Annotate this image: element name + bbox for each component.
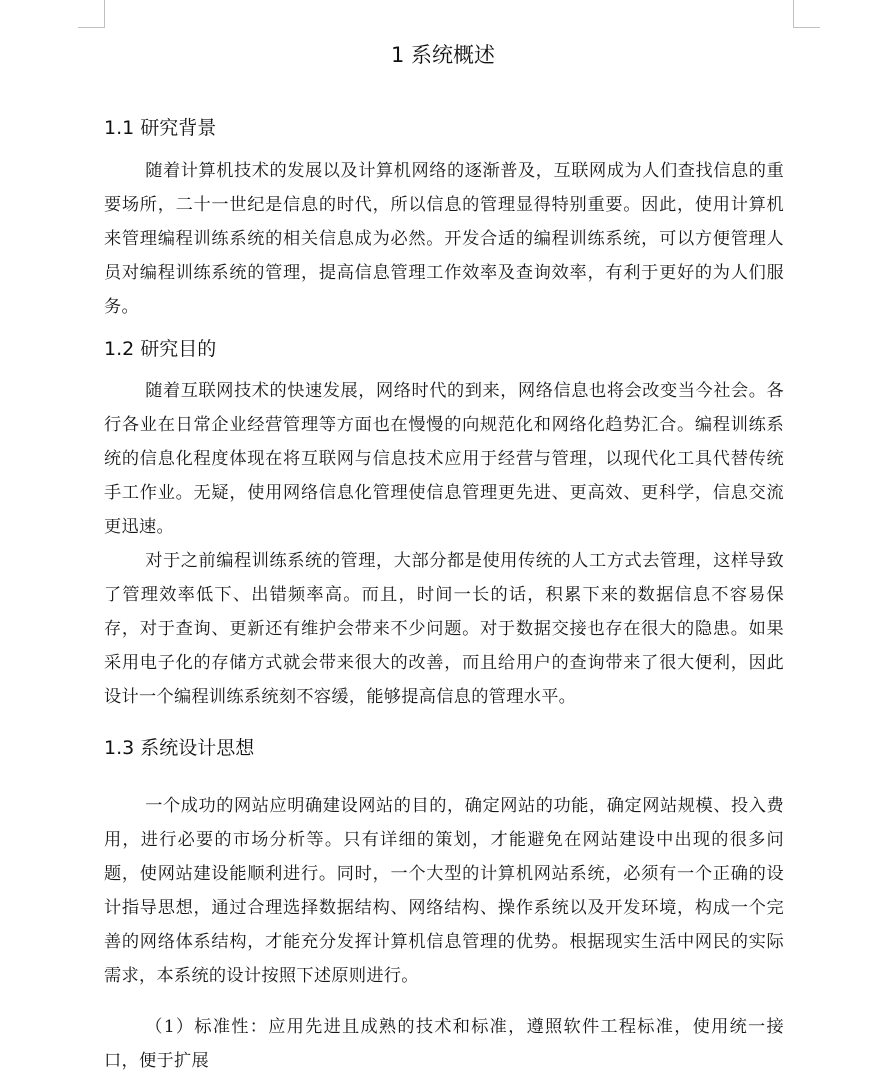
page-corner-mark-top-left: [78, 0, 105, 28]
section-heading-background: 1.1 研究背景: [104, 117, 217, 139]
paragraph-purpose-2: 对于之前编程训练系统的管理，大部分都是使用传统的人工方式去管理，这样导致了管理效率低下、出错频率高。而且，时间一长的话，积累下来的数据信息不容易保存，对于查询、更新还有维护会带来不少问题。对于数据交接也存在很大的隐患。如果采用电子化的存储方式就会带来很大的改善，而且给用户的查询带来了很大便利，因此设计一个编程训练系统刻不容缓，能够提高信息的管理水平。: [104, 551, 784, 707]
paragraph-design: 一个成功的网站应明确建设网站的目的，确定网站的功能，确定网站规模、投入费用，进行必要的市场分析等。只有详细的策划，才能避免在网站建设中出现的很多问题，使网站建设能顺利进行。同时，一个大型的计算机网站系统，必须有一个正确的设计指导思想，通过合理选择数据结构、网络结构、操作系统以及开发环境，构成一个完善的网络体系结构，才能充分发挥计算机信息管理的优势。根据现实生活中网民的实际需求，本系统的设计按照下述原则进行。: [104, 796, 784, 986]
section-heading-purpose: 1.2 研究目的: [104, 338, 217, 360]
truncated-paragraph: [104, 1000, 784, 1071]
chapter-title: 1 系统概述: [390, 43, 496, 67]
section-heading-design: 1.3 系统设计思想: [104, 737, 255, 759]
truncated-line-text: （1）标准性：应用先进且成熟的技术和标准，遵照软件工程标准，使用统一接口，便于扩展: [104, 1017, 784, 1071]
paragraph-background: 随着计算机技术的发展以及计算机网络的逐渐普及，互联网成为人们查找信息的重要场所，二十一世纪是信息的时代，所以信息的管理显得特别重要。因此，使用计算机来管理编程训练系统的相关信息成为必然。开发合适的编程训练系统，可以方便管理人员对编程训练系统的管理，提高信息管理工作效率及查询效率，有利于更好的为人们服务。: [104, 161, 784, 317]
paragraph-purpose-1: 随着互联网技术的快速发展，网络时代的到来，网络信息也将会改变当今社会。各行各业在日常企业经营管理等方面也在慢慢的向规范化和网络化趋势汇合。编程训练系统的信息化程度体现在将互联网与信息技术应用于经营与管理，以现代化工具代替传统手工作业。无疑，使用网络信息化管理使信息管理更先进、更高效、更科学，信息交流更迅速。: [104, 381, 784, 537]
page-corner-mark-top-right: [793, 0, 820, 28]
